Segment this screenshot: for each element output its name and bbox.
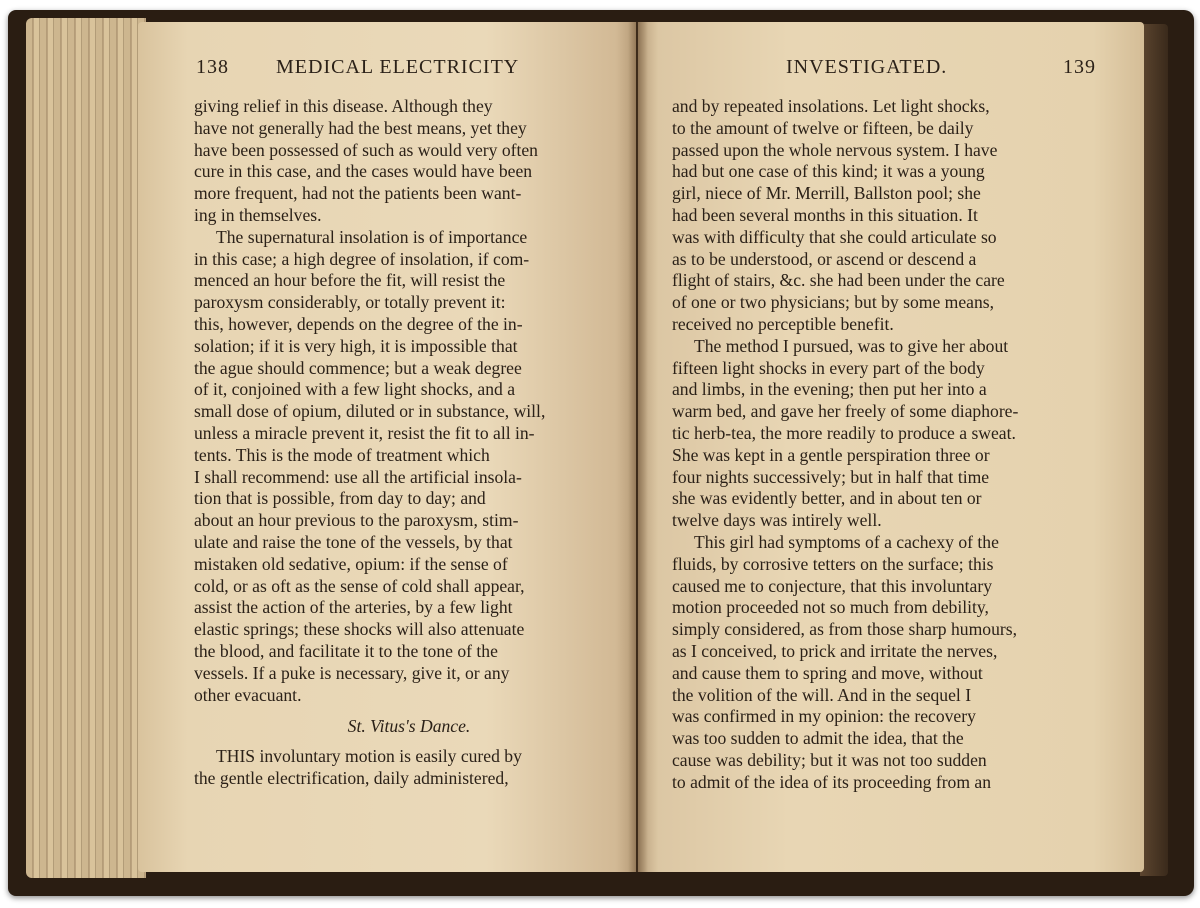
text-line: to the amount of twelve or fifteen, be daily	[672, 117, 974, 138]
text-line: and cause them to spring and move, without	[672, 662, 983, 683]
right-page-text	[672, 96, 1102, 794]
text-line: tents. This is the mode of treatment which	[194, 444, 490, 465]
text-line: the gentle electrification, daily administered,	[194, 767, 509, 788]
text-line: and by repeated insolations. Let light shocks,	[672, 96, 990, 116]
text-line: in this case; a high degree of insolation, if com-	[194, 248, 530, 269]
left-page-header	[138, 56, 636, 86]
text-line: THIS involuntary motion is easily cured by	[216, 746, 522, 767]
text-line: have not generally had the best means, yet they	[194, 117, 527, 138]
right-page-header	[638, 56, 1144, 86]
text-line: giving relief in this disease. Although they	[194, 96, 493, 116]
text-line: vessels. If a puke is necessary, give it, or any	[194, 662, 510, 683]
text-line: ulate and raise the tone of the vessels, by that	[194, 531, 513, 552]
text-line: the blood, and facilitate it to the tone of the	[194, 640, 498, 661]
right-running-head: INVESTIGATED.	[786, 56, 948, 78]
text-line: have been possessed of such as would very often	[194, 139, 538, 160]
text-line: flight of stairs, &c. she had been under the care	[672, 270, 1005, 291]
book-gutter	[628, 22, 648, 872]
section-heading: St. Vitus's Dance.	[347, 716, 471, 737]
text-line: passed upon the whole nervous system. I have	[672, 139, 998, 160]
text-line: had but one case of this kind; it was a young	[672, 161, 985, 182]
text-line: This girl had symptoms of a cachexy of the	[694, 531, 999, 552]
text-line: simply considered, as from those sharp humours,	[672, 619, 1017, 640]
text-line: unless a miracle prevent it, resist the fit to all in-	[194, 422, 535, 443]
text-line: tion that is possible, from day to day; and	[194, 488, 486, 509]
text-line: cure in this case, and the cases would have been	[194, 161, 533, 182]
text-line: the volition of the will. And in the sequel I	[672, 684, 972, 705]
left-page-number: 138	[196, 56, 229, 78]
text-line: and limbs, in the evening; then put her into a	[672, 379, 987, 400]
text-line: of one or two physicians; but by some means,	[672, 292, 995, 313]
text-line: girl, niece of Mr. Merrill, Ballston pool; she	[672, 183, 981, 204]
text-line: other evacuant.	[194, 684, 302, 705]
text-line: ing in themselves.	[194, 204, 322, 225]
text-line: this, however, depends on the degree of the in-	[194, 313, 523, 334]
text-line: four nights successively; but in half that time	[672, 466, 990, 487]
text-line: She was kept in a gentle perspiration three or	[672, 444, 990, 465]
page-edges-right	[1140, 24, 1168, 876]
right-page-number: 139	[1063, 56, 1096, 78]
text-line: twelve days was intirely well.	[672, 510, 882, 531]
text-line: fluids, by corrosive tetters on the surface; this	[672, 553, 994, 574]
text-line: I shall recommend: use all the artificial insola-	[194, 466, 522, 487]
text-line: The supernatural insolation is of importance	[216, 226, 528, 247]
left-page	[138, 22, 636, 872]
text-line: tic herb-tea, the more readily to produce a sweat.	[672, 422, 1016, 443]
text-line: motion proceeded not so much from debility,	[672, 597, 989, 618]
text-line: solation; if it is very high, it is impossible that	[194, 335, 518, 356]
text-line: fifteen light shocks in every part of the body	[672, 357, 985, 378]
text-line: caused me to conjecture, that this involuntary	[672, 575, 993, 596]
left-page-text	[194, 96, 624, 790]
text-line: The method I pursued, was to give her about	[694, 335, 1009, 356]
text-line: she was evidently better, and in about ten or	[672, 488, 982, 509]
text-line: more frequent, had not the patients been want-	[194, 183, 522, 204]
text-line: cold, or as oft as the sense of cold shall appear,	[194, 575, 525, 596]
text-line: paroxysm considerably, or totally prevent it:	[194, 292, 506, 313]
text-line: assist the action of the arteries, by a few light	[194, 597, 513, 618]
text-line: small dose of opium, diluted or in substance, will,	[194, 401, 546, 422]
text-line: warm bed, and gave her freely of some diaphore-	[672, 401, 1019, 422]
text-line: was confirmed in my opinion: the recovery	[672, 706, 976, 727]
left-running-head: MEDICAL ELECTRICITY	[276, 56, 520, 78]
text-line: the ague should commence; but a weak degree	[194, 357, 522, 378]
text-line: was with difficulty that she could articulate so	[672, 226, 997, 247]
page-edges-left	[26, 18, 146, 878]
text-line: was too sudden to admit the idea, that the	[672, 728, 964, 749]
text-line: elastic springs; these shocks will also attenuate	[194, 619, 525, 640]
text-line: cause was debility; but it was not too sudden	[672, 749, 987, 770]
text-line: mistaken old sedative, opium: if the sense of	[194, 553, 508, 574]
text-line: as I conceived, to prick and irritate the nerves,	[672, 640, 998, 661]
text-line: as to be understood, or ascend or descend a	[672, 248, 977, 269]
text-line: had been several months in this situation. It	[672, 204, 978, 225]
text-line: about an hour previous to the paroxysm, stim-	[194, 510, 519, 531]
text-line: to admit of the idea of its proceeding from an	[672, 771, 992, 792]
right-page	[638, 22, 1144, 872]
text-line: of it, conjoined with a few light shocks, and a	[194, 379, 516, 400]
text-line: received no perceptible benefit.	[672, 313, 894, 334]
text-line: menced an hour before the fit, will resist the	[194, 270, 506, 291]
